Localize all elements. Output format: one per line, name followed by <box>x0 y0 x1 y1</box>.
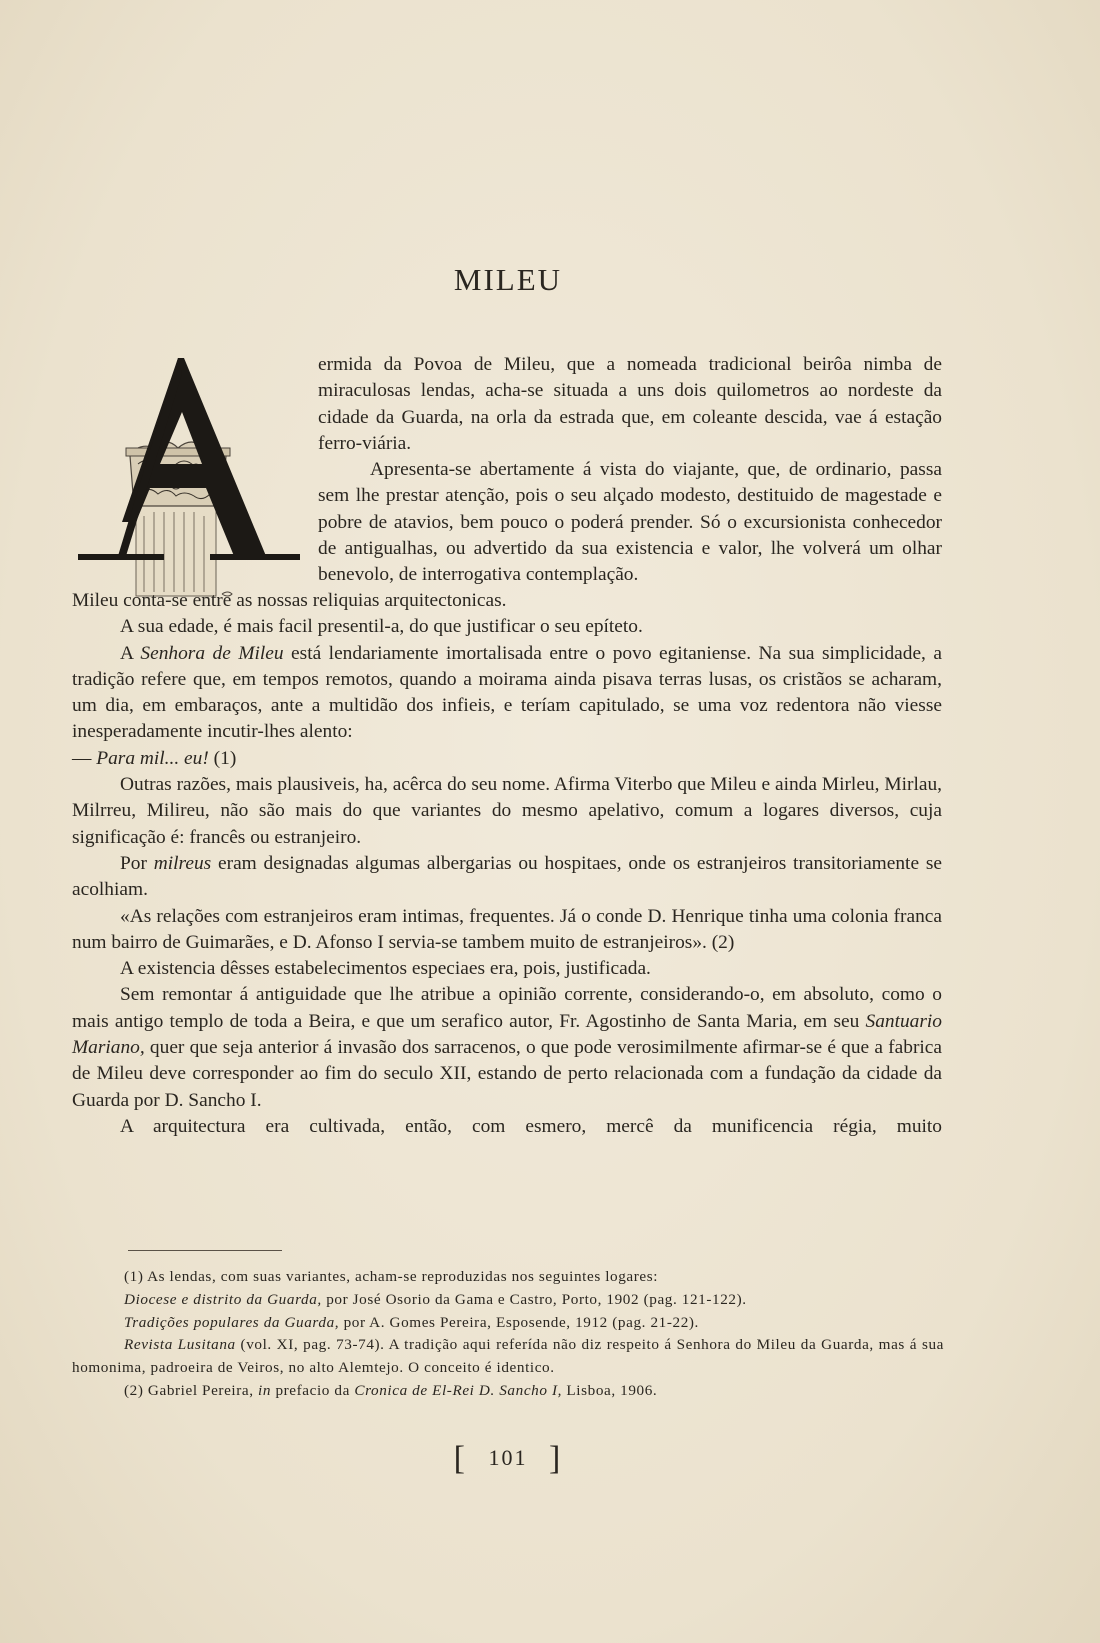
footnote-1-ref-c: Revista Lusitana (vol. XI, pag. 73-74). A tradição aqui referída não diz respeito á Senhora do Mileu da Guarda, mas á sua homonima, padroeira de Veiros, no alto Alemtejo. O conceito é identico. <box>72 1336 944 1377</box>
page-bracket-right: ] <box>549 1440 563 1477</box>
paragraph-4: — Para mil... eu! (1) <box>72 747 237 769</box>
paragraph-6: Por milreus eram designadas algumas albergarias ou hospitaes, onde os estranjeiros transitoriamente se acolhiam. <box>72 852 942 901</box>
paragraph-9: Sem remontar á antiguidade que lhe atribue a opinião corrente, considerando-o, em absoluto, como o mais antigo templo de toda a Beira, e que um serafico autor, Fr. Agostinho de Santa Maria, em seu Santuario Mariano, quer que seja anterior á invasão dos sarracenos, o que pode verosimilmente afirmar-se é que a fabrica de Mileu deve corresponder ao fim do seculo XII, estando de perto relacionada com a fundação da cidade da Guarda por D. Sancho I. <box>72 984 942 1111</box>
paragraph-2: A sua edade, é mais facil presentil-a, do que justificar o seu epíteto. <box>120 616 643 638</box>
page-bracket-left: [ <box>453 1440 467 1477</box>
paragraph-5: Outras razões, mais plausiveis, ha, acêrca do seu nome. Afirma Viterbo que Mileu e ainda Mirleu, Mirlau, Milrreu, Milireu, não são mais do que variantes do mesmo apelativo, comum a logares diversos, cuja significação é: francês ou estranjeiro. <box>72 774 942 848</box>
page-title: MILEU <box>453 262 563 297</box>
paragraph-1: Mileu conta-se entre as nossas reliquias arquitectonicas. <box>72 590 507 611</box>
footnote-1: (1) As lendas, com suas variantes, acham-se reproduzidas nos seguintes logares: <box>124 1268 659 1285</box>
body-text <box>72 588 942 1140</box>
paragraph-3: A Senhora de Mileu está lendariamente imortalisada entre o povo egitaniense. Na sua simplicidade, a tradição refere que, em tempos remotos, quando a moirama ainda pisava terras lusas, os cristãos se acharam, um dia, em embaraços, ante a multidão dos infieis, e teríam capitulado, se uma voz redentora não viesse inesperadamente incutir-lhes alento: <box>72 642 943 743</box>
intro-paragraph-1: ermida da Povoa de Mileu, que a nomeada tradicional beirôa nimba de miraculosas lendas, acha-se situada a uns dois quilometros ao nordeste da cidade da Guarda, na orla da estrada que, em coleante descida, vae á estação ferro-viária. <box>318 354 942 454</box>
footnotes <box>72 1266 944 1403</box>
footnote-divider <box>128 1250 282 1251</box>
footnote-1-ref-a: Diocese e distrito da Guarda, por José Osorio da Gama e Castro, Porto, 1902 (pag. 121-122). <box>124 1290 747 1308</box>
drop-cap-illustration <box>78 356 314 608</box>
page-number-value: 101 <box>488 1445 528 1470</box>
footnote-1-ref-b: Tradições populares da Guarda, por A. Gomes Pereira, Esposende, 1912 (pag. 21-22). <box>124 1313 699 1331</box>
page-number <box>0 1440 1016 1478</box>
footnote-2: (2) Gabriel Pereira, in prefacio da Cronica de El-Rei D. Sancho I, Lisboa, 1906. <box>124 1381 658 1399</box>
paragraph-7: «As relações com estranjeiros eram intimas, frequentes. Já o conde D. Henrique tinha uma colonia franca num bairro de Guimarães, e D. Afonso I servia-se tambem muito de estranjeiros». (2) <box>72 905 942 953</box>
paragraph-8: A existencia dêsses estabelecimentos especiaes era, pois, justificada. <box>120 958 651 980</box>
intro-paragraph-2: Apresenta-se abertamente á vista do viajante, que, de ordinario, passa sem lhe prestar atenção, pois o seu alçado modesto, destituido de magestade e pobre de atavios, bem pouco o poderá prender. Só o excursionista conhecedor de antigualhas, ou advertido da sua existencia e valor, lhe volverá um olhar benevolo, de interrogativa contemplação. <box>318 459 942 586</box>
intro-paragraphs <box>318 352 942 589</box>
paragraph-10: A arquitectura era cultivada, então, com esmero, mercê da munificencia régia, muito <box>120 1115 942 1137</box>
